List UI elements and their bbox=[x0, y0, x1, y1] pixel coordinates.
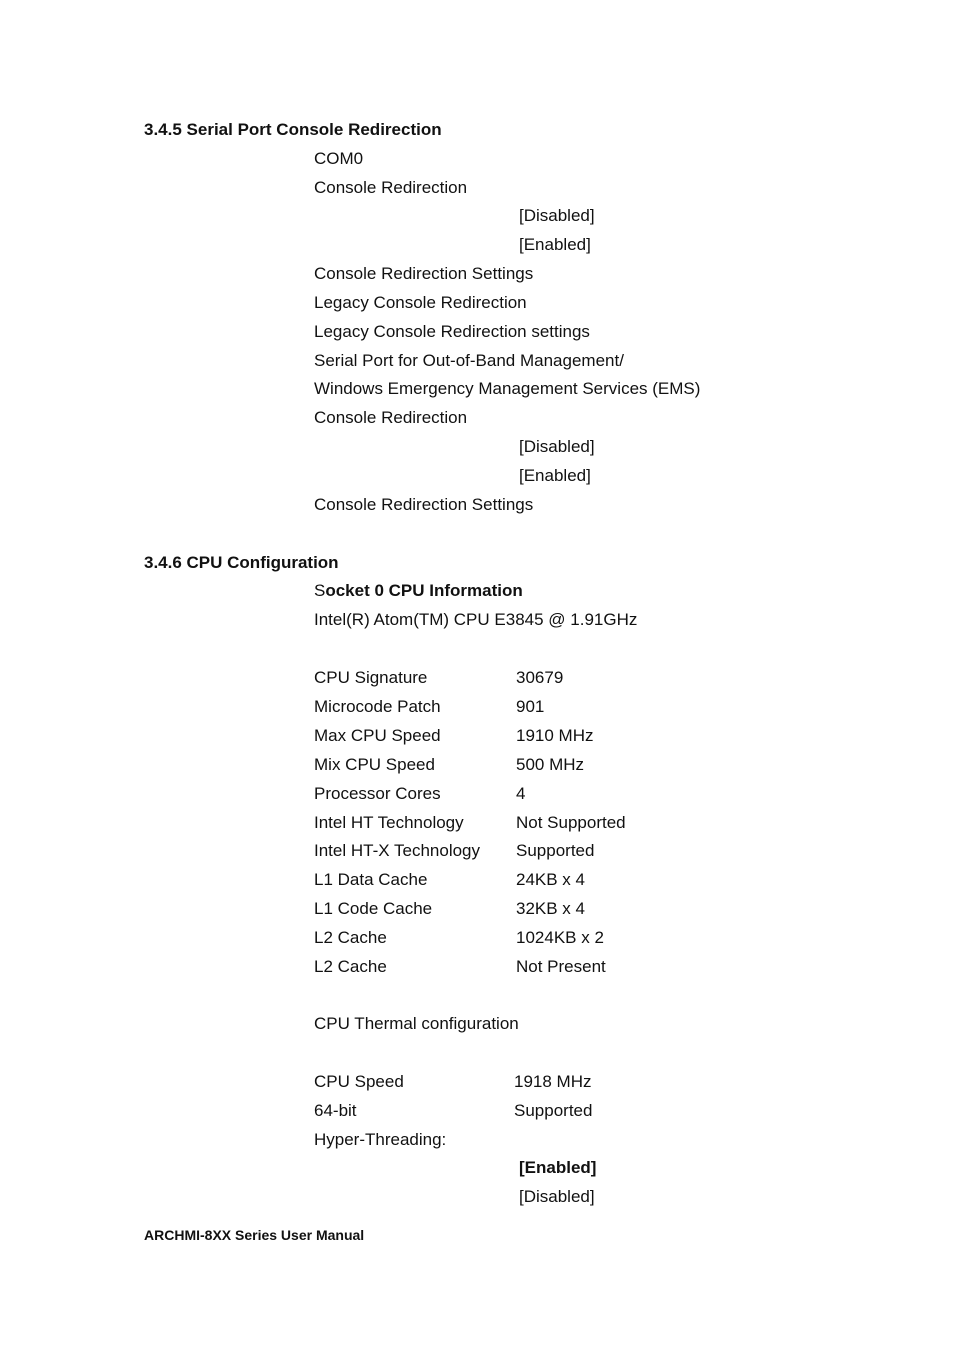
cpu-info-value: 500 MHz bbox=[516, 755, 585, 774]
cpu-info-value: 901 bbox=[516, 697, 545, 716]
cpu-info-value: 24KB x 4 bbox=[516, 870, 585, 889]
socket-heading-rest: ocket 0 CPU Information bbox=[325, 581, 523, 600]
cpu-info-label: L2 Cache bbox=[314, 957, 387, 976]
windows-ems-label: Windows Emergency Management Services (EMS) bbox=[314, 379, 701, 398]
console-redirection-settings-label: Console Redirection Settings bbox=[314, 264, 534, 283]
socket-cpu-info-heading bbox=[314, 580, 523, 602]
section-heading-345: 3.4.5 Serial Port Console Redirection bbox=[144, 120, 442, 139]
64bit-label: 64-bit bbox=[314, 1101, 357, 1120]
console-redirection-label-2: Console Redirection bbox=[314, 408, 468, 427]
cpu-speed-label: CPU Speed bbox=[314, 1072, 404, 1091]
cpu-info-value: 4 bbox=[516, 784, 526, 803]
cpu-model: Intel(R) Atom(TM) CPU E3845 @ 1.91GHz bbox=[314, 610, 638, 629]
cpu-info-value: 30679 bbox=[516, 668, 564, 687]
cpu-info-label: L1 Code Cache bbox=[314, 899, 433, 918]
cpu-info-label: Mix CPU Speed bbox=[314, 755, 435, 774]
socket-prefix: S bbox=[314, 581, 326, 600]
cpu-info-value: 32KB x 4 bbox=[516, 899, 585, 918]
cpu-info-label: CPU Signature bbox=[314, 668, 428, 687]
ht-option-disabled: [Disabled] bbox=[519, 1187, 595, 1206]
option-enabled: [Enabled] bbox=[519, 235, 591, 254]
cpu-info-label: Processor Cores bbox=[314, 784, 441, 803]
option-disabled-2: [Disabled] bbox=[519, 437, 595, 456]
cpu-speed-value: 1918 MHz bbox=[514, 1072, 592, 1091]
hyper-threading-label: Hyper-Threading: bbox=[314, 1130, 447, 1149]
serial-port-oob-label: Serial Port for Out-of-Band Management/ bbox=[314, 351, 624, 370]
option-disabled: [Disabled] bbox=[519, 206, 595, 225]
cpu-info-label: Intel HT-X Technology bbox=[314, 841, 480, 860]
cpu-info-label: L1 Data Cache bbox=[314, 870, 428, 889]
cpu-info-label: Max CPU Speed bbox=[314, 726, 441, 745]
legacy-console-redirection-settings-label: Legacy Console Redirection settings bbox=[314, 322, 590, 341]
cpu-info-value: 1024KB x 2 bbox=[516, 928, 604, 947]
cpu-info-value: Not Supported bbox=[516, 813, 626, 832]
com0-label: COM0 bbox=[314, 149, 364, 168]
section-heading-346: 3.4.6 CPU Configuration bbox=[144, 553, 339, 572]
ht-option-enabled: [Enabled] bbox=[519, 1158, 597, 1177]
cpu-info-value: Supported bbox=[516, 841, 595, 860]
footer-title: ARCHMI-8XX Series User Manual bbox=[144, 1227, 365, 1243]
cpu-info-value: Not Present bbox=[516, 957, 606, 976]
cpu-info-label: L2 Cache bbox=[314, 928, 387, 947]
console-redirection-settings-label-2: Console Redirection Settings bbox=[314, 495, 534, 514]
64bit-value: Supported bbox=[514, 1101, 593, 1120]
cpu-info-label: Intel HT Technology bbox=[314, 813, 464, 832]
cpu-thermal-config-label: CPU Thermal configuration bbox=[314, 1014, 519, 1033]
cpu-info-label: Microcode Patch bbox=[314, 697, 441, 716]
cpu-info-value: 1910 MHz bbox=[516, 726, 594, 745]
legacy-console-redirection-label: Legacy Console Redirection bbox=[314, 293, 527, 312]
option-enabled-2: [Enabled] bbox=[519, 466, 591, 485]
console-redirection-label: Console Redirection bbox=[314, 178, 468, 197]
